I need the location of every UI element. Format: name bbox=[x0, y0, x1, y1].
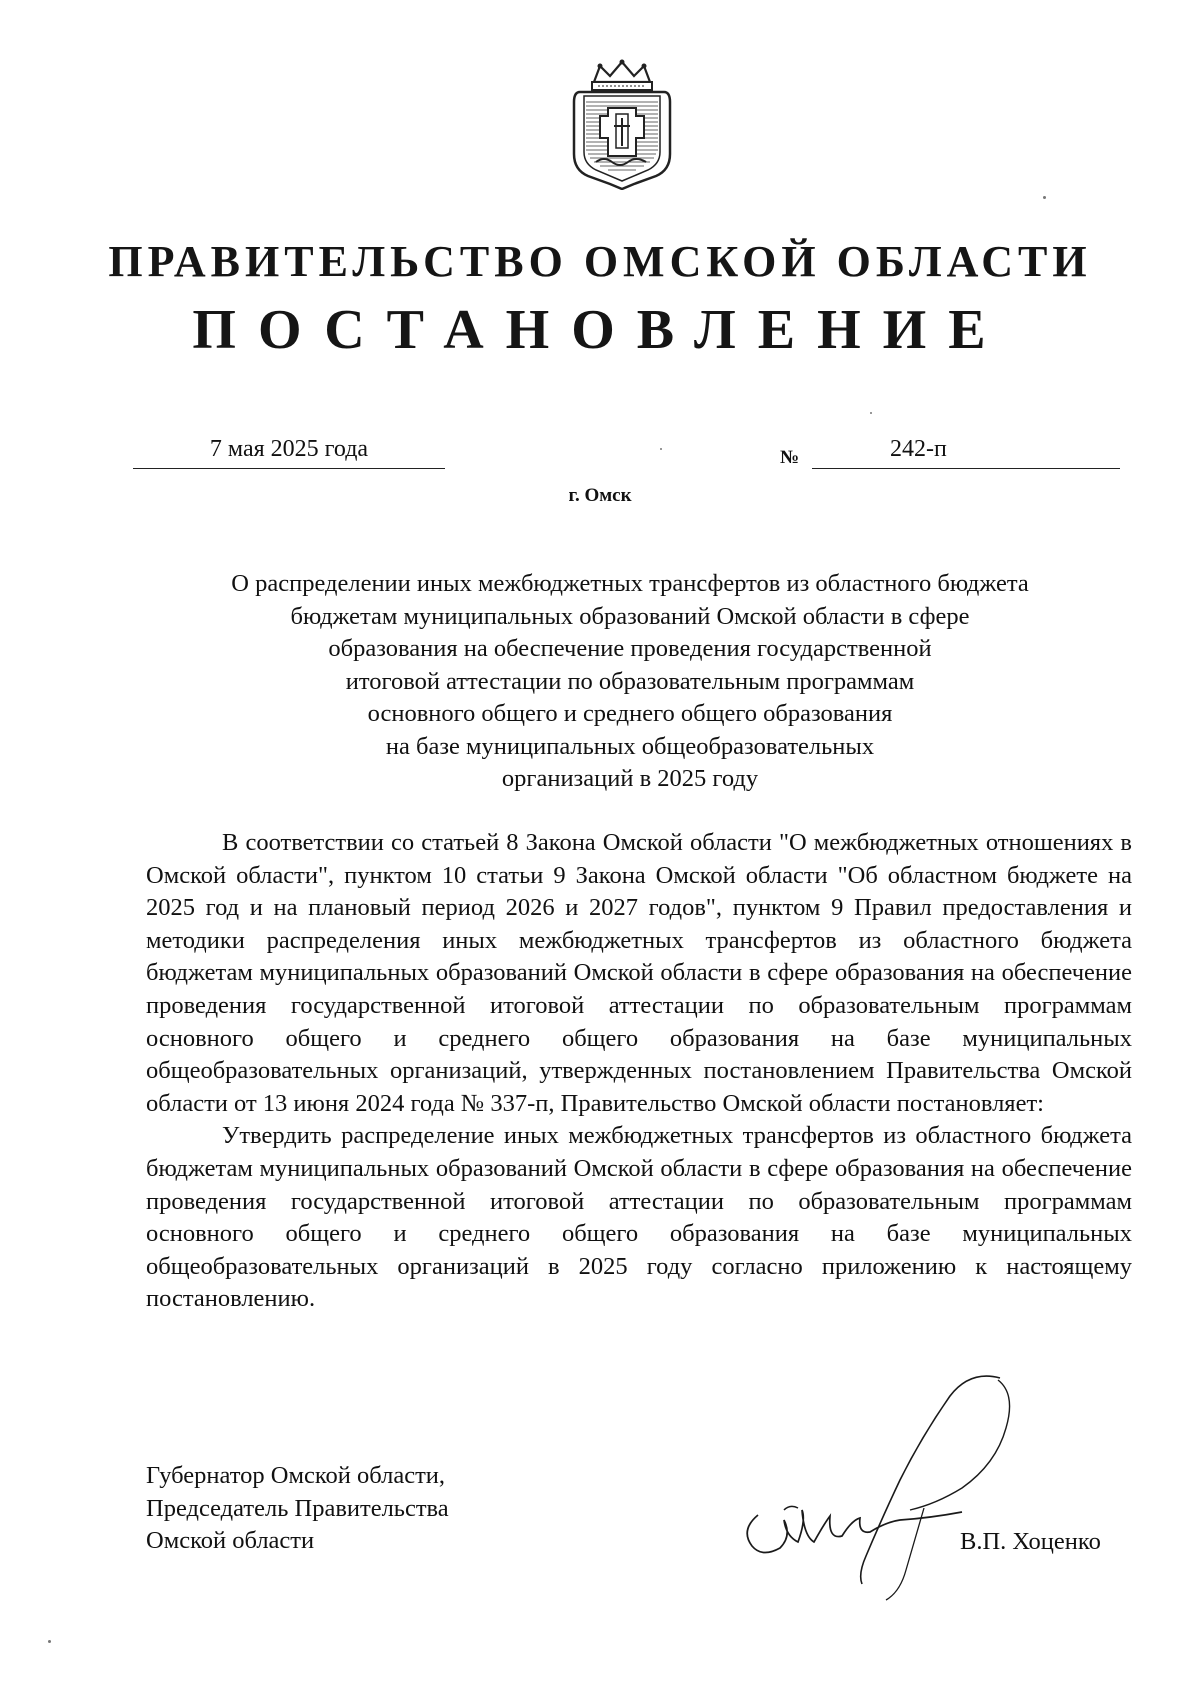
number-label: № bbox=[780, 447, 800, 468]
signer-position-line: Губернатор Омской области, bbox=[146, 1462, 446, 1489]
title-line: основного общего и среднего общего образования bbox=[367, 700, 893, 727]
document-number: 242-п bbox=[812, 432, 1120, 469]
scan-speck bbox=[660, 448, 662, 450]
signer-position-line: Омской области bbox=[146, 1527, 315, 1554]
scan-speck bbox=[870, 412, 872, 414]
document-title bbox=[140, 568, 1120, 796]
title-line: на базе муниципальных общеобразовательных bbox=[385, 732, 875, 760]
document-type: ПОСТАНОВЛЕНИЕ bbox=[192, 299, 1008, 361]
document-date: 7 мая 2025 года bbox=[133, 432, 445, 469]
body-paragraph-preamble: В соответствии со статьей 8 Закона Омской области "О межбюджетных отношениях в Омской области", пунктом 10 статьи 9 Закона Омской области "Об областном бюджете на 2025 год и на плановый период 2026 и 2027 годов", пунктом 9 Правил предоставления и методики распределения иных межбюджетных трансфертов из областного бюджета бюджетам муниципальных образований Омской области в сфере образования на обеспечение проведения государственной итоговой аттестации по образовательным программам основного общего и среднего общего образования на базе муниципальных общеобразовательных организаций, утвержденных постановлением Правительства Омской области от 13 июня 2024 года № 337-п, Правительство Омской области постановляет: bbox=[146, 829, 1132, 1117]
signer-position bbox=[146, 1460, 449, 1558]
coat-of-arms-icon bbox=[570, 58, 674, 190]
signer-position-line: Председатель Правительства bbox=[146, 1494, 449, 1522]
scan-speck bbox=[48, 1640, 51, 1643]
body-paragraph-resolution: Утвердить распределение иных межбюджетных трансфертов из областного бюджета бюджетам муниципальных образований Омской области в сфере образования на обеспечение проведения государственной итоговой аттестации по образовательным программам основного общего и среднего общего образования на базе муниципальных общеобразовательных организаций в 2025 году согласно приложению к настоящему постановлению. bbox=[146, 1122, 1132, 1313]
signer-name: В.П. Хоценко bbox=[960, 1528, 1101, 1555]
government-name: ПРАВИТЕЛЬСТВО ОМСКОЙ ОБЛАСТИ bbox=[108, 237, 1092, 286]
handwritten-signature bbox=[700, 1360, 1100, 1610]
title-line: образования на обеспечение проведения государственной bbox=[328, 635, 932, 662]
document-city: г. Омск bbox=[568, 485, 632, 506]
title-line: бюджетам муниципальных образований Омской области в сфере bbox=[290, 602, 970, 630]
title-line: О распределении иных межбюджетных трансфертов из областного бюджета bbox=[231, 570, 1029, 597]
scan-speck bbox=[1043, 196, 1046, 199]
title-line: итоговой аттестации по образовательным программам bbox=[345, 667, 915, 695]
document-body bbox=[146, 827, 1132, 1316]
title-line: организаций в 2025 году bbox=[501, 765, 759, 792]
